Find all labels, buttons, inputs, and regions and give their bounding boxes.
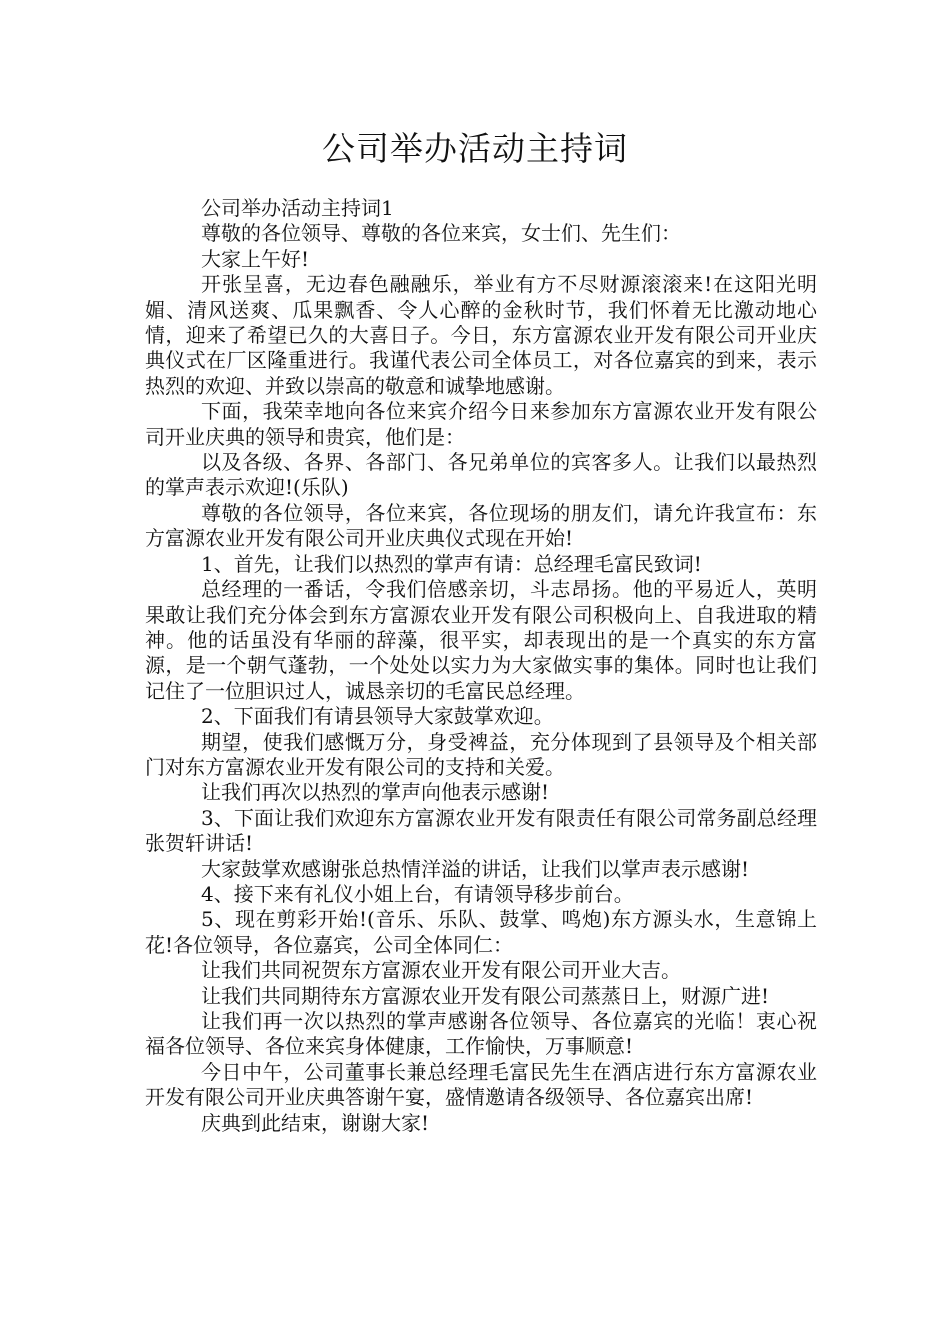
paragraph-congratulate: 让我们共同祝贺东方富源农业开发有限公司开业大吉。 — [201, 958, 681, 983]
paragraph-salutation: 尊敬的各位领导、尊敬的各位来宾，女士们、先生们： — [201, 221, 681, 246]
paragraph-luncheon: 今日中午，公司董事长兼总经理毛富民先生在酒店进行东方富源农业开发有限公司开业庆典答谢午宴，盛情邀请各级领导、各位嘉宾出席! — [145, 1059, 817, 1110]
paragraph-guest-intro: 下面，我荣幸地向各位来宾介绍今日来参加东方富源农业开发有限公司开业庆典的领导和贵宾，他们是： — [145, 399, 817, 449]
paragraph-zhang-thanks: 大家鼓掌欢感谢张总热情洋溢的讲话，让我们以掌声表示感谢! — [201, 856, 750, 881]
paragraph-final-thanks: 让我们再一次以热烈的掌声感谢各位领导、各位嘉宾的光临！衷心祝福各位领导、各位来宾身体健康，工作愉快，万事顺意! — [145, 1009, 817, 1059]
paragraph-opening: 开张呈喜，无边春色融融乐，举业有方不尽财源滚滚来!在这阳光明媚、清风送爽、瓜果飘香、令人心醉的金秋时节，我们怀着无比激动地心情，迎来了希望已久的大喜日子。今日，东方富源农业开发有限公司开业庆典仪式在厂区隆重进行。我谨代表公司全体员工，对各位嘉宾的到来，表示热烈的欢迎、并致以崇高的敬意和诚挚地感谢。 — [145, 272, 817, 398]
paragraph-item-4: 4、接下来有礼仪小姐上台，有请领导移步前台。 — [201, 881, 634, 906]
paragraph-item-3: 3、下面让我们欢迎东方富源农业开发有限责任有限公司常务副总经理张贺轩讲话! — [145, 805, 817, 856]
paragraph-greeting: 大家上午好! — [201, 246, 310, 271]
paragraph-gm-speech-remark: 总经理的一番话，令我们倍感亲切，斗志昂扬。他的平易近人，英明果敢让我们充分体会到东方富源农业开发有限公司积极向上、自我进取的精神。他的话虽没有华丽的辞藻，很平实，却表现出的是一个真实的东方富源，是一个朝气蓬勃，一个处处以实力为大家做实事的集体。同时也让我们记住了一位胆识过人，诚恳亲切的毛富民总经理。 — [145, 577, 817, 703]
paragraph-welcome-applause: 以及各级、各界、各部门、各兄弟单位的宾客多人。让我们以最热烈的掌声表示欢迎!(乐队) — [145, 450, 817, 500]
document-body — [145, 196, 817, 1136]
paragraph-ceremony-start: 尊敬的各位领导，各位来宾，各位现场的朋友们，请允许我宣布：东方富源农业开发有限公司开业庆典仪式现在开始! — [145, 500, 817, 551]
paragraph-closing: 庆典到此结束，谢谢大家! — [201, 1110, 430, 1135]
paragraph-thanks-applause: 让我们再次以热烈的掌声向他表示感谢! — [201, 780, 550, 805]
paragraph-county-leader-remark: 期望，使我们感慨万分，身受裨益，充分体现到了县领导及个相关部门对东方富源农业开发有限公司的支持和关爱。 — [145, 729, 817, 779]
paragraph-item-2: 2、下面我们有请县领导大家鼓掌欢迎。 — [201, 704, 554, 729]
document-title: 公司举办活动主持词 — [322, 129, 628, 168]
paragraph-item-1: 1、首先，让我们以热烈的掌声有请：总经理毛富民致词! — [201, 551, 702, 576]
paragraph-look-forward: 让我们共同期待东方富源农业开发有限公司蒸蒸日上，财源广进! — [201, 983, 770, 1008]
paragraph-item-5: 5、现在剪彩开始!(音乐、乐队、鼓掌、鸣炮)东方源头水，生意锦上花!各位领导，各位嘉宾，公司全体同仁： — [145, 907, 817, 957]
paragraph-heading: 公司举办活动主持词1 — [201, 196, 394, 220]
